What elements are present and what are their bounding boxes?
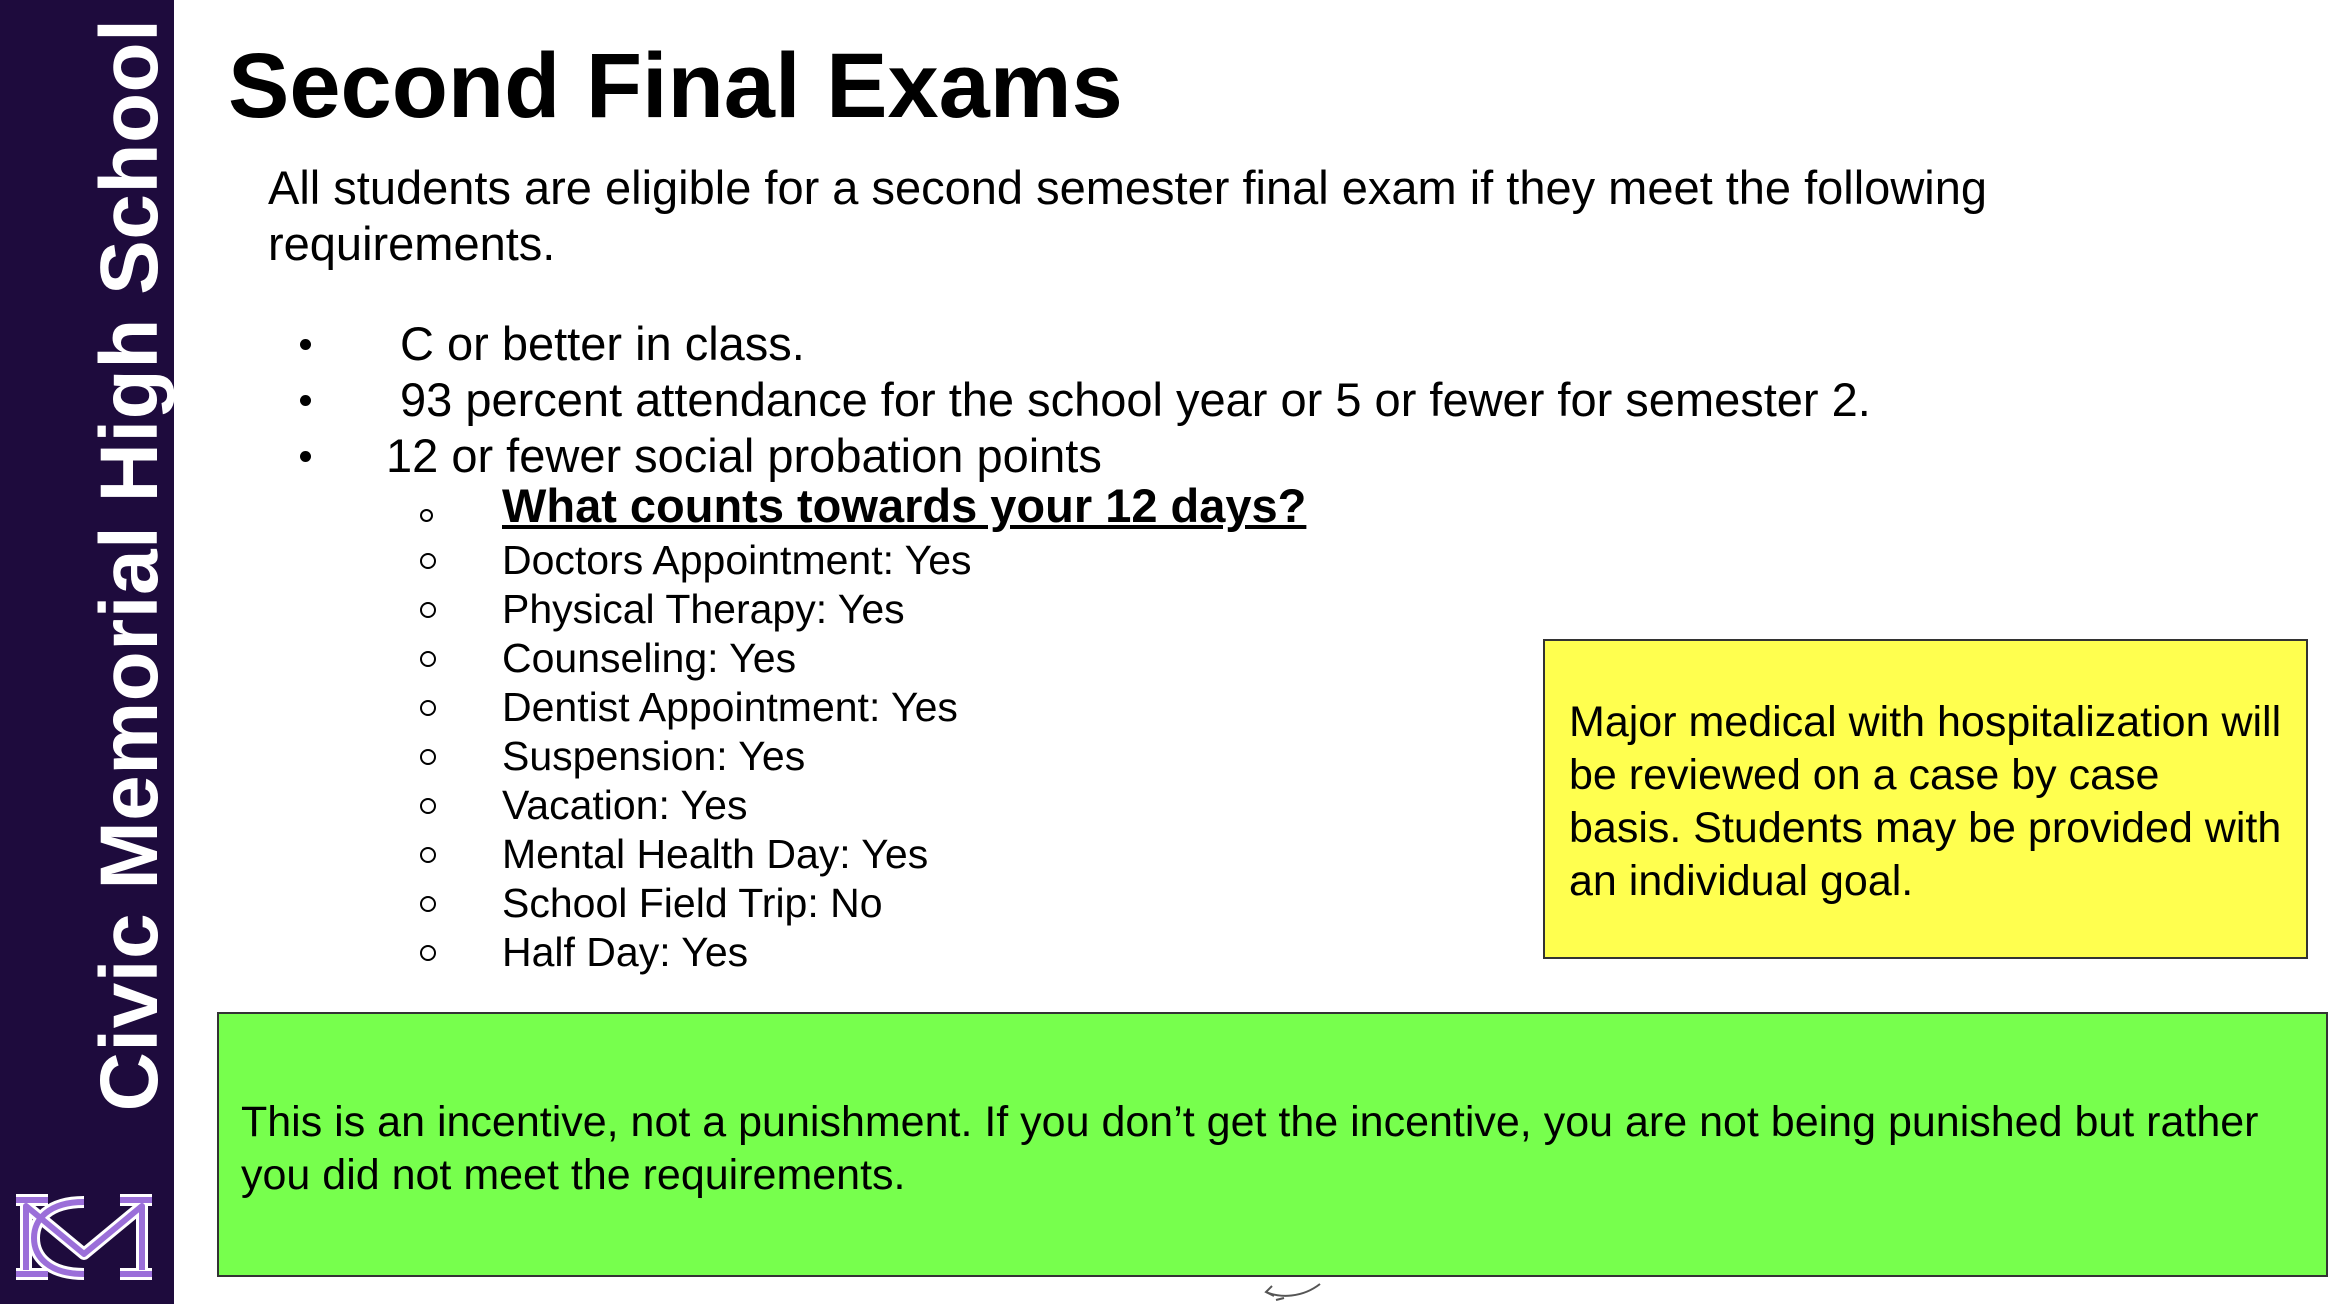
circle-bullet-icon (420, 700, 436, 716)
circle-bullet-icon (420, 651, 436, 667)
circle-bullet-icon (420, 847, 436, 863)
circle-bullet-icon (420, 602, 436, 618)
incentive-note-box: This is an incentive, not a punishment. If you don’t get the incentive, you are not being punished but rather you did not meet the requirements. (217, 1012, 2328, 1277)
slide-title: Second Final Exams (228, 35, 1123, 137)
requirements-list (300, 316, 1871, 484)
count-item-text: Half Day: Yes (502, 929, 749, 975)
circle-bullet-icon (420, 749, 436, 765)
intro-text: All students are eligible for a second semester final exam if they meet the following requirements. (268, 161, 1987, 270)
school-sidebar (0, 0, 174, 1304)
list-item (300, 316, 1771, 372)
list-item (300, 428, 1771, 484)
circle-bullet-icon (420, 509, 433, 522)
counts-heading: What counts towards your 12 days? (502, 479, 1307, 532)
cm-monogram-logo-icon (8, 1180, 160, 1292)
medical-note-box: Major medical with hospitalization will be reviewed on a case by case basis. Students may be provided with an individual goal. (1543, 639, 2308, 959)
circle-bullet-icon (420, 896, 436, 912)
count-item-text: School Field Trip: No (502, 880, 883, 926)
count-item-text: Suspension: Yes (502, 733, 806, 779)
count-item-text: Counseling: Yes (502, 635, 797, 681)
bird-sketch-icon (1262, 1262, 1328, 1304)
requirement-text: 12 or fewer social probation points (386, 429, 1102, 482)
bullet-icon (300, 339, 311, 350)
bullet-icon (300, 451, 311, 462)
count-item-text: Vacation: Yes (502, 782, 748, 828)
requirement-text: C or better in class. (400, 317, 805, 370)
list-item (300, 372, 1871, 428)
count-item-text: Physical Therapy: Yes (502, 586, 905, 632)
count-item-text: Dentist Appointment: Yes (502, 684, 958, 730)
count-item-text: Doctors Appointment: Yes (502, 537, 972, 583)
circle-bullet-icon (420, 553, 436, 569)
requirement-text: 93 percent attendance for the school year or 5 or fewer for semester 2. (400, 373, 1871, 426)
circle-bullet-icon (420, 798, 436, 814)
circle-bullet-icon (420, 945, 436, 961)
count-item-text: Mental Health Day: Yes (502, 831, 929, 877)
school-name: Civic Memorial High School (84, 18, 175, 1112)
bullet-icon (300, 395, 311, 406)
